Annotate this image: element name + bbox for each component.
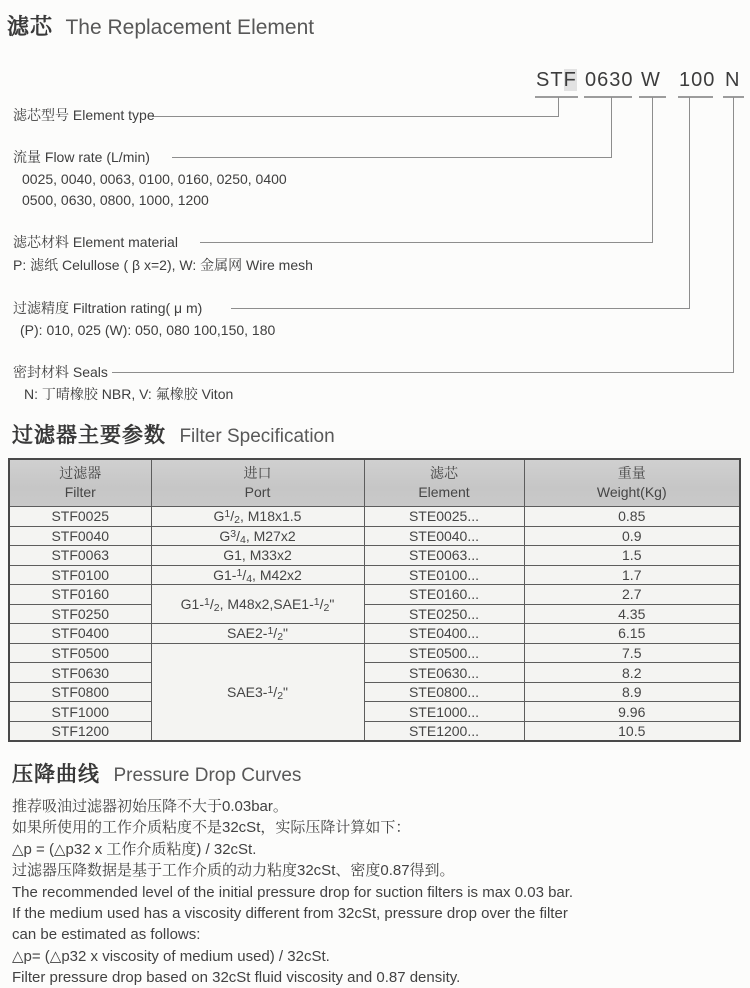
cell-filter: STF1200 [9, 721, 151, 741]
cell-filter: STF0800 [9, 682, 151, 702]
model-code-prefix [536, 69, 577, 92]
col-header-filter [9, 459, 151, 507]
note-line: The recommended level of the initial pressure drop for suction filters is max 0.03 bar. [12, 883, 574, 901]
cell-element: STE0025... [364, 507, 524, 527]
note-line: 如果所使用的工作介质粘度不是32cSt，实际压降计算如下： [12, 819, 411, 837]
note-line: Filter pressure drop based on 32cSt fluid viscosity and 0.87 density. [12, 969, 461, 987]
table-row [9, 526, 740, 546]
cell-element: STE0250... [364, 604, 524, 624]
page-title-zh: 滤芯 [7, 14, 54, 39]
cell-weight: 4.35 [524, 604, 740, 624]
cell-port: $SAE2-^1/_2$" [151, 624, 364, 644]
note-line: 推荐吸油过滤器初始压降不大于0.03bar。 [12, 798, 288, 815]
cell-weight: 8.9 [524, 682, 740, 702]
cell-weight: 6.15 [524, 624, 740, 644]
table-row [9, 507, 740, 527]
cell-weight: 7.5 [524, 643, 740, 663]
connector-flow-rate [172, 97, 612, 158]
model-code-f: F [563, 69, 577, 91]
page-title [7, 10, 314, 41]
table-row [9, 721, 740, 741]
page-title-en: The Replacement Element [65, 16, 315, 39]
seals-values: N: 丁晴橡胶 NBR, V: 氟橡胶 Viton [24, 386, 234, 402]
col-header-port [151, 459, 364, 507]
filtration-rating-values: (P): 010, 025 (W): 050, 080 100,150, 180 [20, 322, 276, 338]
pressure-heading-zh: 压降曲线 [12, 763, 100, 786]
code-underline-rating [678, 96, 713, 98]
spec-table [8, 458, 741, 742]
cell-weight: 10.5 [524, 721, 740, 741]
table-row [9, 702, 740, 722]
cell-port: $G^1/_2$, M18x1.5 [151, 507, 364, 527]
cell-weight: 9.96 [524, 702, 740, 722]
cell-element: STE1200... [364, 721, 524, 741]
code-underline-flow [584, 96, 632, 98]
cell-filter: STF0630 [9, 663, 151, 683]
col-header-element-zh: 滤芯 [430, 465, 458, 481]
cell-element: STE0800... [364, 682, 524, 702]
cell-weight: 1.7 [524, 565, 740, 585]
table-row [9, 604, 740, 624]
cell-port-merged: $G1-^1/_2$, $M48x2,SAE1-^1/_2$" [151, 585, 364, 624]
col-header-weight-zh: 重量 [617, 465, 646, 481]
col-header-filter-en: Filter [64, 484, 96, 500]
code-underline-prefix [535, 96, 578, 98]
note-line: If the medium used has a viscosity different from 32cSt, pressure drop over the filter [12, 904, 568, 922]
cell-filter: STF0400 [9, 624, 151, 644]
element-material-values: P: 滤纸 Celullose ( β x=2), W: 金属网 Wire mesh [13, 257, 313, 273]
cell-element: STE0040... [364, 526, 524, 546]
element-material-label: 滤芯材料 Element material [13, 234, 178, 250]
cell-element: STE1000... [364, 702, 524, 722]
filtration-rating-label: 过滤精度 Filtration rating( μ m) [13, 300, 203, 316]
cell-element: STE0630... [364, 663, 524, 683]
cell-element: STE0160... [364, 585, 524, 605]
col-header-weight-en: Weight(Kg) [596, 484, 667, 500]
cell-weight: 0.9 [524, 526, 740, 546]
cell-port: G1, M33x2 [151, 546, 364, 566]
model-code-seals: N [725, 69, 741, 91]
flow-rate-label: 流量 Flow rate (L/min) [13, 149, 150, 165]
flow-rate-values-1: 0025, 0040, 0063, 0100, 0160, 0250, 0400 [22, 171, 287, 187]
cell-element: STE0063... [364, 546, 524, 566]
cell-element: STE0400... [364, 624, 524, 644]
table-row [9, 682, 740, 702]
note-line: △p = (△p32 x 工作介质粘度) / 32cSt. [12, 840, 257, 858]
pressure-section-heading [12, 758, 301, 788]
pressure-heading-en: Pressure Drop Curves [113, 765, 302, 786]
model-code-st: ST [536, 69, 564, 91]
cell-port: $G1-^1/_4$, M42x2 [151, 565, 364, 585]
note-line: 过滤器压降数据是基于工作介质的动力粘度32cSt、密度0.87得到。 [12, 862, 455, 880]
connector-filtration-rating [231, 97, 690, 309]
cell-filter: STF0100 [9, 565, 151, 585]
cell-weight: 8.2 [524, 663, 740, 683]
cell-filter: STF0040 [9, 526, 151, 546]
cell-filter: STF0025 [9, 507, 151, 527]
connector-element-material [200, 97, 653, 243]
table-row [9, 585, 740, 605]
cell-filter: STF1000 [9, 702, 151, 722]
cell-port: $G^3/_4$, M27x2 [151, 526, 364, 546]
model-code-rating: 100 [679, 69, 716, 91]
element-type-label: 滤芯型号 Element type [13, 107, 155, 123]
cell-weight: 0.85 [524, 507, 740, 527]
seals-label: 密封材料 Seals [13, 364, 108, 380]
connector-element-type [152, 97, 559, 117]
model-code-flow: 0630 [585, 69, 634, 91]
spec-heading-en: Filter Specification [179, 426, 335, 447]
table-header-row [9, 459, 740, 507]
spec-section-heading [12, 419, 335, 449]
cell-port-merged: $SAE3-^1/_2$" [151, 643, 364, 741]
model-code-material: W [641, 69, 661, 91]
cell-filter: STF0063 [9, 546, 151, 566]
table-row [9, 624, 740, 644]
cell-weight: 2.7 [524, 585, 740, 605]
col-header-element-en: Element [418, 484, 470, 500]
cell-filter: STF0160 [9, 585, 151, 605]
col-header-port-en: Port [244, 484, 271, 500]
code-underline-seals [723, 96, 744, 98]
table-row [9, 663, 740, 683]
pressure-notes [12, 796, 573, 988]
col-header-filter-zh: 过滤器 [59, 465, 102, 481]
cell-filter: STF0250 [9, 604, 151, 624]
cell-element: STE0100... [364, 565, 524, 585]
flow-rate-values-2: 0500, 0630, 0800, 1000, 1200 [22, 192, 209, 208]
col-header-weight [524, 459, 740, 507]
spec-heading-zh: 过滤器主要参数 [12, 424, 166, 447]
col-header-port-zh: 进口 [243, 465, 272, 481]
note-line: △p= (△p32 x viscosity of medium used) / 32cSt. [12, 947, 330, 965]
note-line: can be estimated as follows: [12, 926, 201, 944]
col-header-element [364, 459, 524, 507]
cell-weight: 1.5 [524, 546, 740, 566]
table-row [9, 643, 740, 663]
code-underline-material [639, 96, 666, 98]
cell-filter: STF0500 [9, 643, 151, 663]
cell-element: STE0500... [364, 643, 524, 663]
table-row [9, 546, 740, 566]
table-row [9, 565, 740, 585]
